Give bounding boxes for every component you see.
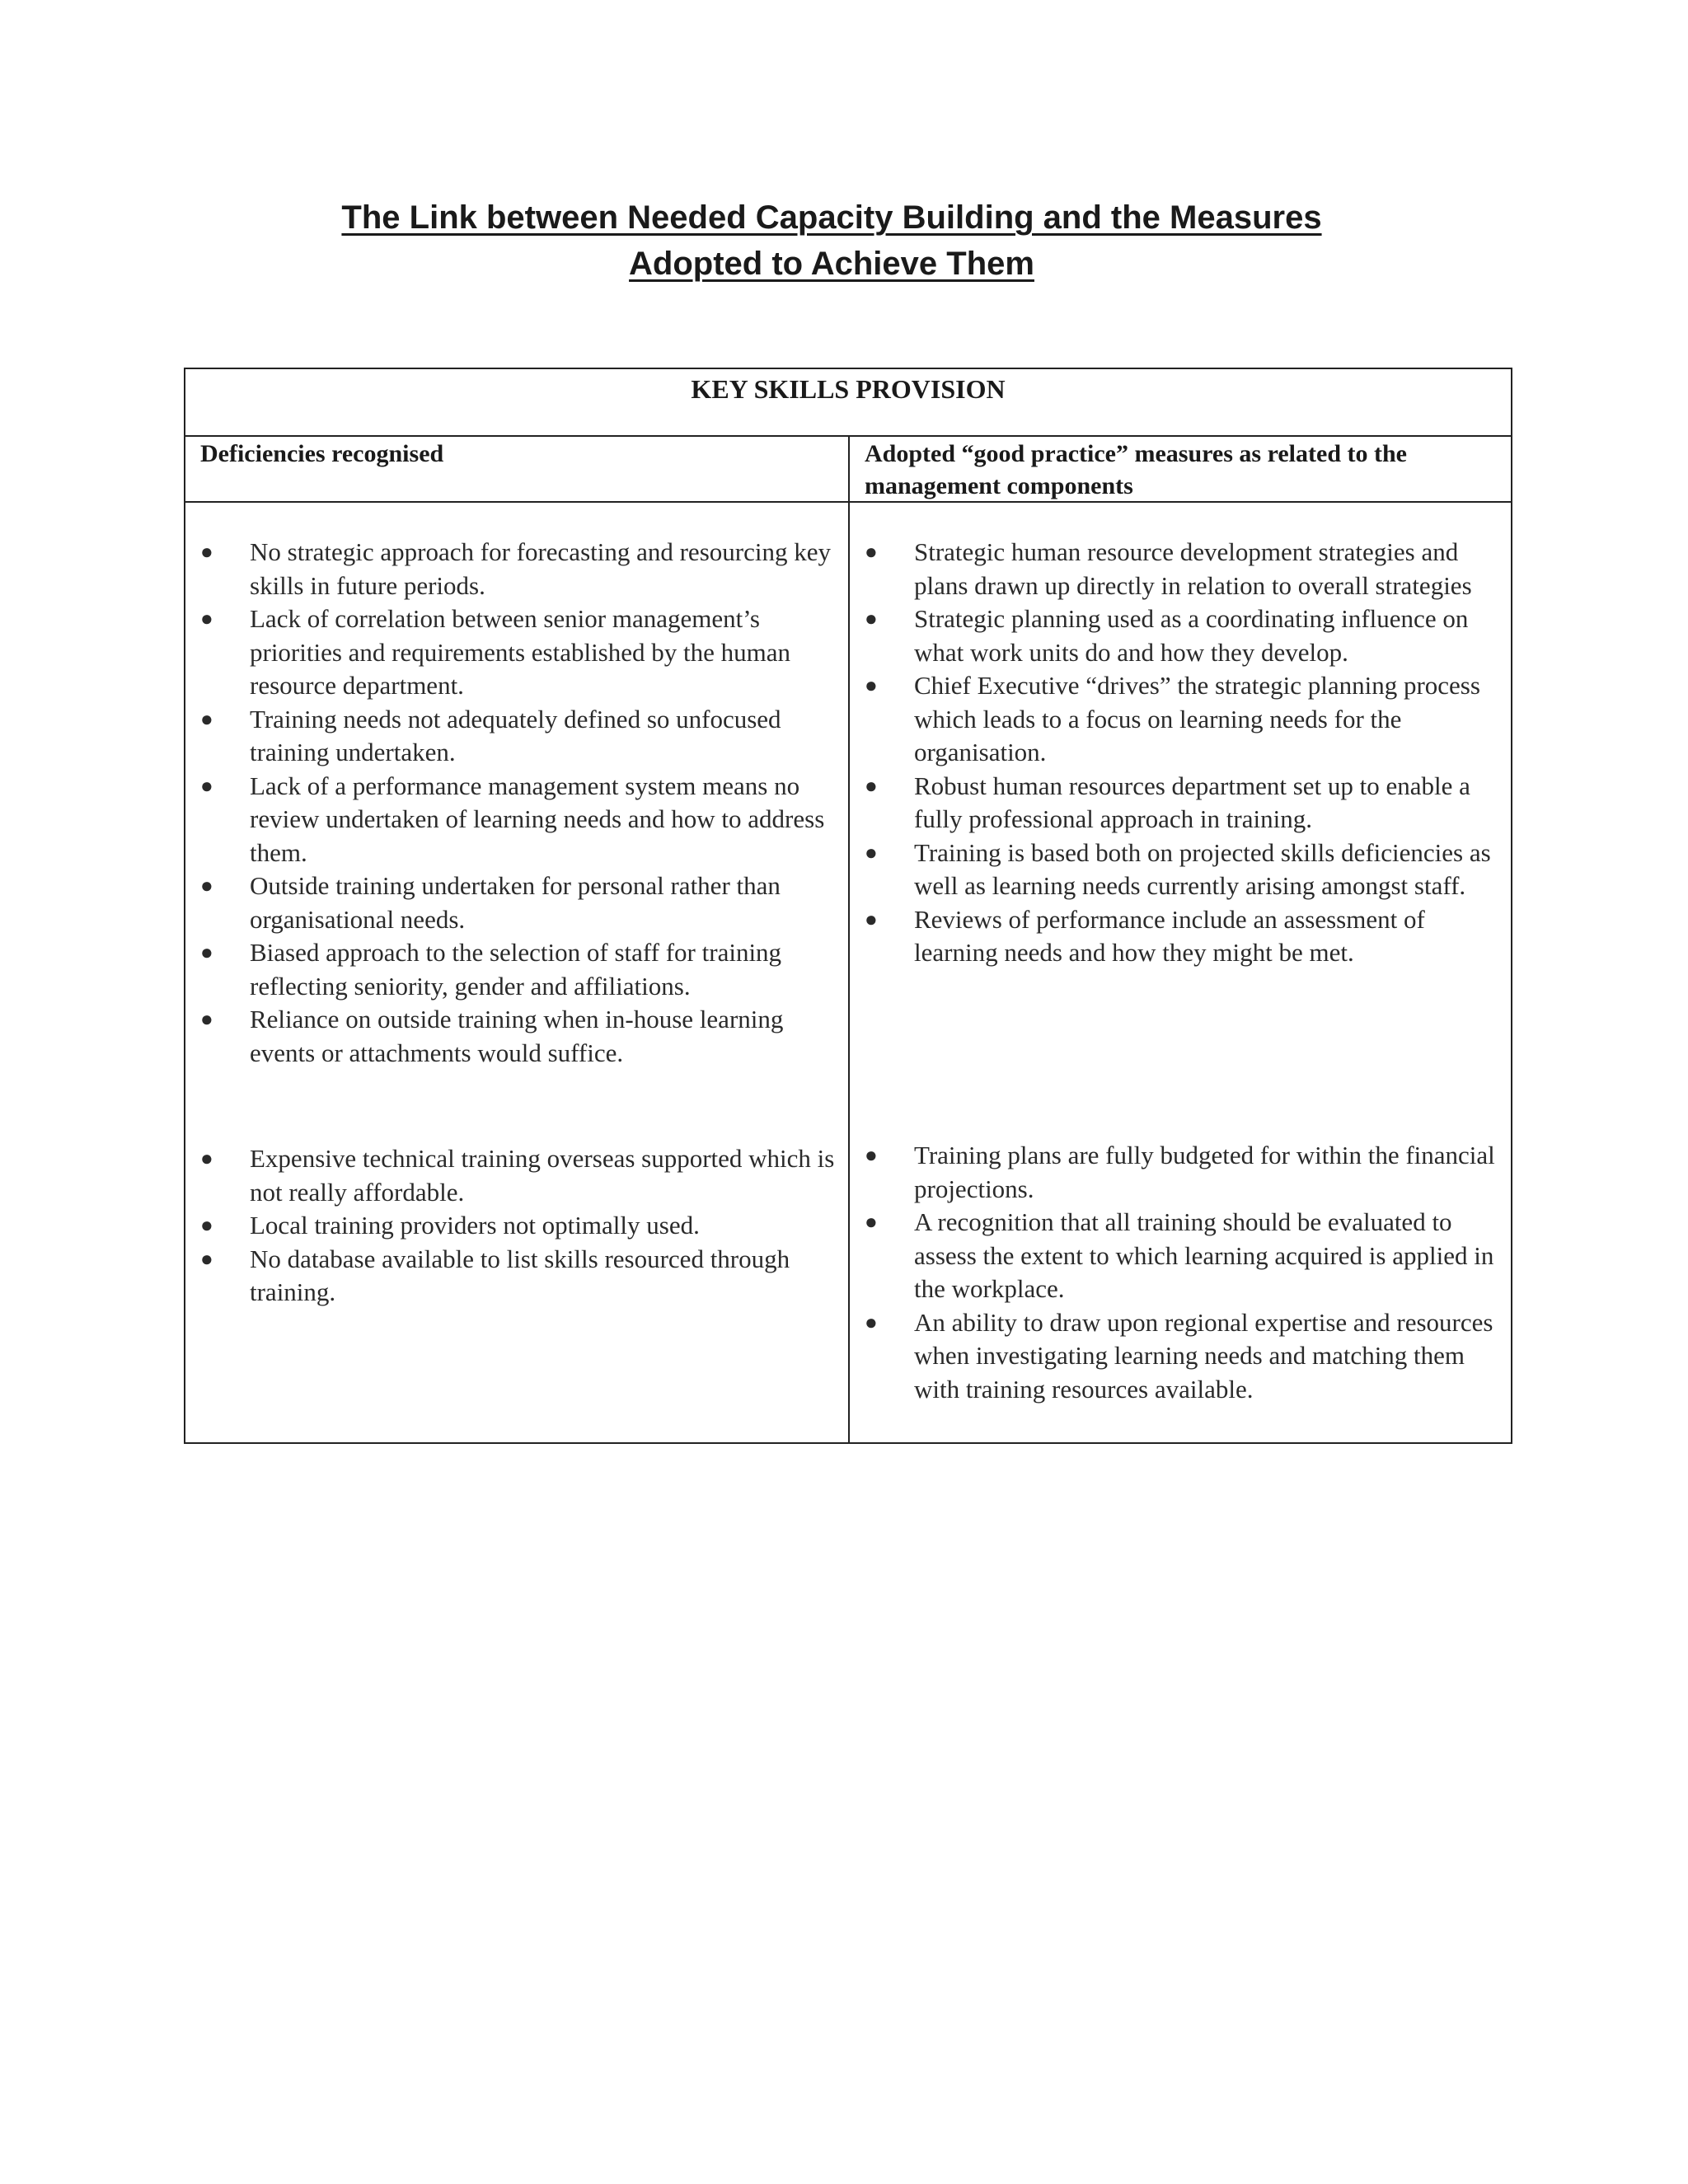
list-item bbox=[185, 602, 837, 703]
bullet-icon: ● bbox=[865, 673, 878, 697]
list-item bbox=[850, 1139, 1509, 1206]
list-item bbox=[185, 936, 837, 1003]
list-item-text: Lack of correlation between senior management’s priorities and requirements established by the human resource department. bbox=[250, 604, 790, 700]
deficiencies-list-1 bbox=[185, 536, 837, 1070]
list-item bbox=[850, 770, 1509, 837]
bullet-icon: ● bbox=[865, 607, 878, 630]
table-header: KEY SKILLS PROVISION bbox=[185, 369, 1511, 437]
list-item-text: An ability to draw upon regional expertise and resources when investigating learning needs and matching them with training resources available. bbox=[914, 1307, 1493, 1404]
list-item-text: Training needs not adequately defined so unfocused training undertaken. bbox=[250, 704, 781, 766]
key-skills-table bbox=[184, 368, 1512, 1444]
list-item-text: Biased approach to the selection of staff for training reflecting seniority, gender and affiliations. bbox=[250, 938, 782, 1001]
list-item bbox=[850, 669, 1509, 770]
bullet-icon: ● bbox=[200, 1146, 213, 1170]
list-item-text: Strategic planning used as a coordinating influence on what work units do and how they develop. bbox=[914, 604, 1469, 667]
list-item bbox=[850, 1306, 1509, 1407]
list-item-text: Strategic human resource development strategies and plans drawn up directly in relation to overall strategies bbox=[914, 537, 1472, 600]
list-item bbox=[850, 837, 1509, 903]
measures-list-2 bbox=[850, 1139, 1509, 1406]
page-title-line-1: The Link between Needed Capacity Building and the Measures bbox=[341, 199, 1322, 236]
list-item bbox=[185, 770, 837, 870]
bullet-icon: ● bbox=[200, 540, 213, 564]
list-item-text: Training is based both on projected skills deficiencies as well as learning needs currently arising amongst staff. bbox=[914, 837, 1491, 900]
column-header-deficiencies: Deficiencies recognised bbox=[200, 440, 444, 467]
list-item bbox=[185, 1243, 837, 1310]
list-item-text: Reviews of performance include an assessment of learning needs and how they might be met. bbox=[914, 904, 1425, 967]
column-header-measures: Adopted “good practice” measures as related to the management components bbox=[865, 440, 1407, 499]
list-item-text: Reliance on outside training when in-house learning events or attachments would suffice. bbox=[250, 1005, 784, 1067]
bullet-icon: ● bbox=[865, 840, 878, 865]
bullet-icon: ● bbox=[865, 907, 878, 931]
bullet-icon: ● bbox=[200, 940, 213, 964]
bullet-icon: ● bbox=[865, 1310, 878, 1334]
bullet-icon: ● bbox=[865, 540, 878, 564]
list-item bbox=[850, 536, 1509, 602]
list-item-text: Outside training undertaken for personal rather than organisational needs. bbox=[250, 871, 781, 934]
bullet-icon: ● bbox=[200, 706, 213, 731]
list-item bbox=[185, 1003, 837, 1070]
list-item bbox=[185, 1142, 837, 1209]
page-title-line-2: Adopted to Achieve Them bbox=[629, 246, 1034, 282]
bullet-icon: ● bbox=[865, 773, 878, 798]
bullet-icon: ● bbox=[200, 874, 213, 898]
list-item-text: Lack of a performance management system means no review undertaken of learning needs and how to address them. bbox=[250, 771, 825, 867]
list-item bbox=[850, 903, 1509, 970]
list-item bbox=[850, 602, 1509, 669]
deficiencies-list-2 bbox=[185, 1142, 837, 1310]
list-item bbox=[850, 1206, 1509, 1306]
list-item bbox=[185, 1209, 837, 1243]
list-item bbox=[185, 869, 837, 936]
list-item-text: Expensive technical training overseas supported which is not really affordable. bbox=[250, 1144, 835, 1207]
bullet-icon: ● bbox=[200, 1246, 213, 1271]
bullet-icon: ● bbox=[200, 1007, 213, 1031]
list-item-text: Local training providers not optimally used. bbox=[250, 1211, 700, 1240]
list-item-text: No strategic approach for forecasting and resourcing key skills in future periods. bbox=[250, 537, 831, 600]
measures-list-1 bbox=[850, 536, 1509, 970]
bullet-icon: ● bbox=[200, 773, 213, 798]
page-title bbox=[0, 194, 1663, 287]
bullet-icon: ● bbox=[865, 1210, 878, 1234]
bullet-icon: ● bbox=[865, 1143, 878, 1167]
list-item-text: A recognition that all training should be evaluated to assess the extent to which learning acquired is applied in the workplace. bbox=[914, 1207, 1494, 1303]
list-item-text: Robust human resources department set up to enable a fully professional approach in training. bbox=[914, 771, 1470, 833]
list-item-text: Chief Executive “drives” the strategic planning process which leads to a focus on learning needs for the organisation. bbox=[914, 671, 1480, 766]
bullet-icon: ● bbox=[200, 607, 213, 630]
bullet-icon: ● bbox=[200, 1213, 213, 1237]
list-item bbox=[185, 536, 837, 602]
list-item bbox=[185, 703, 837, 770]
list-item-text: Training plans are fully budgeted for within the financial projections. bbox=[914, 1141, 1495, 1203]
list-item-text: No database available to list skills resourced through training. bbox=[250, 1244, 790, 1306]
